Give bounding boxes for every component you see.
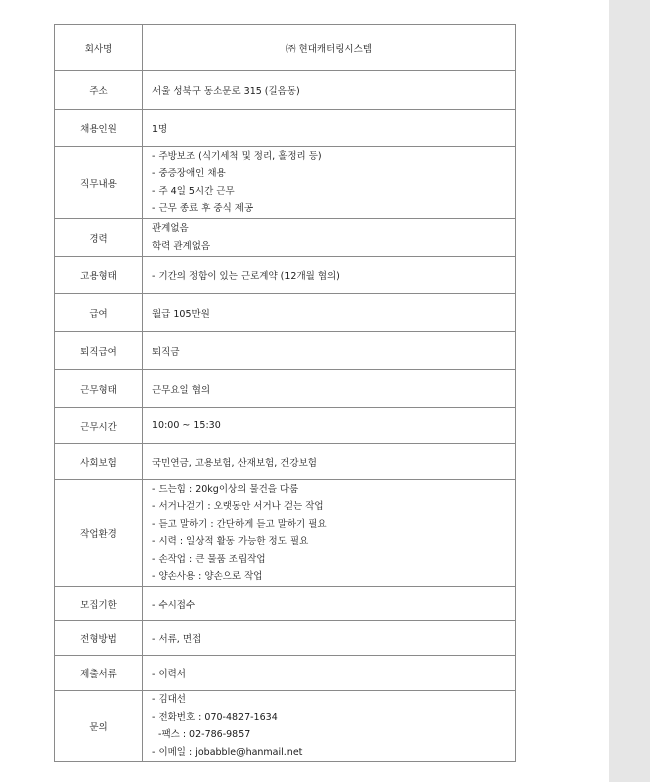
- label-deadline: 모집기한: [55, 587, 143, 621]
- value-company-name: ㈜ 현대캐터링시스템: [143, 25, 516, 71]
- inquiry-line: - 전화번호 : 070-4827-1634: [152, 711, 278, 723]
- value-experience: [143, 219, 516, 257]
- label-salary: 급여: [55, 294, 143, 332]
- row-documents: [55, 656, 516, 691]
- label-documents: 제출서류: [55, 656, 143, 691]
- environment-line: - 손작업 : 큰 물품 조립작업: [152, 553, 266, 565]
- inquiry-line: -팩스 : 02-786-9857: [152, 729, 251, 740]
- label-severance: 퇴직급여: [55, 332, 143, 370]
- value-selection-method: - 서류, 면접: [143, 621, 516, 656]
- label-inquiry: 문의: [55, 691, 143, 762]
- row-experience: [55, 219, 516, 257]
- label-work-pattern: 근무형태: [55, 370, 143, 408]
- value-work-hours: 10:00 ~ 15:30: [143, 408, 516, 444]
- label-address: 주소: [55, 71, 143, 110]
- row-inquiry: [55, 691, 516, 762]
- row-work-pattern: [55, 370, 516, 408]
- experience-line: 학력 관계없음: [152, 240, 211, 252]
- label-selection-method: 전형방법: [55, 621, 143, 656]
- label-company-name: 회사명: [55, 25, 143, 71]
- value-work-pattern: 근무요일 협의: [143, 370, 516, 408]
- row-company-name: [55, 25, 516, 71]
- environment-line: - 시력 : 일상적 활동 가능한 정도 필요: [152, 536, 309, 547]
- value-severance: 퇴직금: [143, 332, 516, 370]
- job-posting-table-body: [55, 25, 516, 762]
- value-duties: [143, 147, 516, 219]
- row-deadline: [55, 587, 516, 621]
- label-duties: 직무내용: [55, 147, 143, 219]
- label-work-hours: 근무시간: [55, 408, 143, 444]
- value-deadline: - 수시접수: [143, 587, 516, 621]
- label-employment-type: 고용형태: [55, 257, 143, 294]
- value-work-environment: [143, 480, 516, 587]
- label-headcount: 채용인원: [55, 110, 143, 147]
- row-work-hours: [55, 408, 516, 444]
- label-work-environment: 작업환경: [55, 480, 143, 587]
- row-insurance: [55, 444, 516, 480]
- row-address: [55, 71, 516, 110]
- label-insurance: 사회보험: [55, 444, 143, 480]
- label-experience: 경력: [55, 219, 143, 257]
- inquiry-line: - 이메일 : jobabble@hanmail.net: [152, 746, 303, 758]
- environment-line: - 드는힘 : 20kg이상의 물건을 다룸: [152, 483, 299, 495]
- environment-line: - 양손사용 : 양손으로 작업: [152, 571, 263, 582]
- environment-line: - 듣고 말하기 : 간단하게 듣고 말하기 필요: [152, 518, 327, 530]
- row-selection-method: [55, 621, 516, 656]
- row-employment-type: [55, 257, 516, 294]
- duties-line: - 중증장애인 채용: [152, 168, 226, 179]
- duties-line: - 주방보조 (식기세척 및 정리, 홀정리 등): [152, 150, 322, 162]
- row-headcount: [55, 110, 516, 147]
- value-documents: - 이력서: [143, 656, 516, 691]
- row-severance: [55, 332, 516, 370]
- row-duties: [55, 147, 516, 219]
- experience-line: 관계없음: [152, 223, 189, 234]
- row-work-environment: [55, 480, 516, 587]
- duties-line: - 주 4일 5시간 근무: [152, 185, 235, 197]
- environment-line: - 서거나걷기 : 오랫동안 서거나 걷는 작업: [152, 501, 324, 512]
- job-posting-table: [54, 24, 516, 762]
- value-address: 서울 성북구 동소문로 315 (길음동): [143, 71, 516, 110]
- value-salary: 월급 105만원: [143, 294, 516, 332]
- right-gray-panel: [609, 0, 650, 782]
- value-employment-type: - 기간의 정함이 있는 근로계약 (12개월 협의): [143, 257, 516, 294]
- value-insurance: 국민연금, 고용보험, 산재보험, 건강보험: [143, 444, 516, 480]
- row-salary: [55, 294, 516, 332]
- duties-line: - 근무 종료 후 중식 제공: [152, 203, 254, 214]
- inquiry-line: - 김대선: [152, 694, 186, 705]
- value-inquiry: [143, 691, 516, 762]
- value-headcount: 1명: [143, 110, 516, 147]
